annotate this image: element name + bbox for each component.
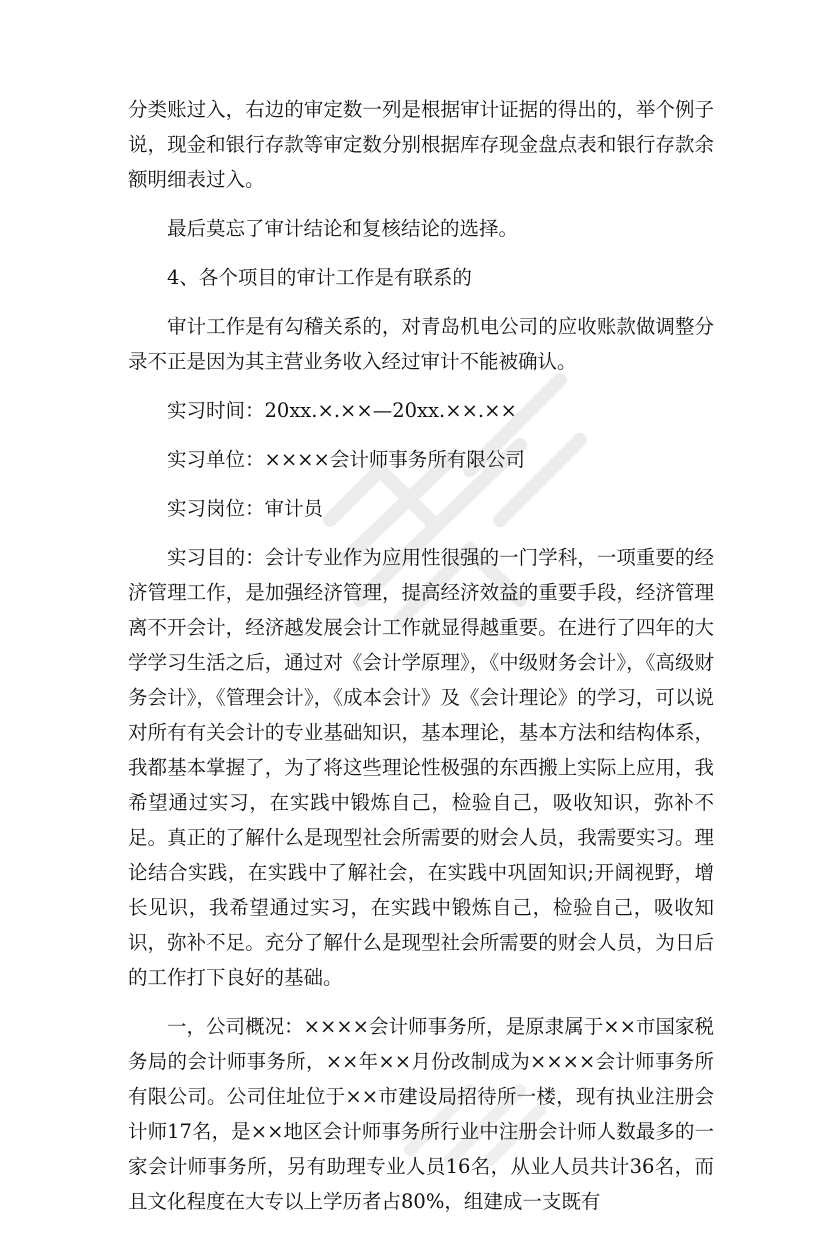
paragraph-audit-conclusion: 最后莫忘了审计结论和复核结论的选择。 — [167, 217, 519, 240]
paragraph-audit-relationship: 审计工作是有勾稽关系的，对青岛机电公司的应收账款做调整分录不正是因为其主营业务收入经过审计不能被确认。 — [128, 315, 714, 373]
document-body — [128, 92, 714, 1233]
paragraph-heading-item-4: 4、各个项目的审计工作是有联系的 — [167, 266, 472, 289]
paragraph-internship-position: 实习岗位：审计员 — [167, 497, 324, 520]
paragraph-ledger-transfer: 分类账过入，右边的审定数一列是根据审计证据的得出的，举个例子说，现金和银行存款等审定数分别根据库存现金盘点表和银行存款余额明细表过入。 — [128, 98, 714, 191]
paragraph-internship-time: 实习时间：20xx.×.××—20xx.××.×× — [167, 399, 517, 422]
paragraph-internship-purpose: 实习目的：会计专业作为应用性很强的一门学科，一项重要的经济管理工作，是加强经济管理，提高经济效益的重要手段，经济管理离不开会计，经济越发展会计工作就显得越重要。在进行了四年的大学学习生活之后，通过对《会计学原理》，《中级财务会计》，《高级财务会计》，《管理会计》，《成本会计》及《会计理论》的学习，可以说对所有有关会计的专业基础知识，基本理论，基本方法和结构体系，我都基本掌握了，为了将这些理论性极强的东西搬上实际上应用，我希望通过实习，在实践中锻炼自己，检验自己，吸收知识，弥补不足。真正的了解什么是现型社会所需要的财会人员，我需要实习。理论结合实践，在实践中了解社会，在实践中巩固知识;开阔视野，增长见识，我希望通过实习，在实践中锻炼自己，检验自己，吸收知识，弥补不足。充分了解什么是现型社会所需要的财会人员，为日后的工作打下良好的基础。 — [128, 546, 714, 989]
paragraph-internship-unit: 实习单位：××××会计师事务所有限公司 — [167, 448, 525, 471]
paragraph-company-overview: 一，公司概况：××××会计师事务所，是原隶属于××市国家税务局的会计师事务所，××年××月份改制成为××××会计师事务所有限公司。公司住址位于××市建设局招待所一楼，现有执业注册会计师17名，是××地区会计师事务所行业中注册会计师人数最多的一家会计师事务所，另有助理专业人员16名，从业人员共计36名，而且文化程度在大专以上学历者占80%，组建成一支既有 — [128, 1015, 714, 1213]
